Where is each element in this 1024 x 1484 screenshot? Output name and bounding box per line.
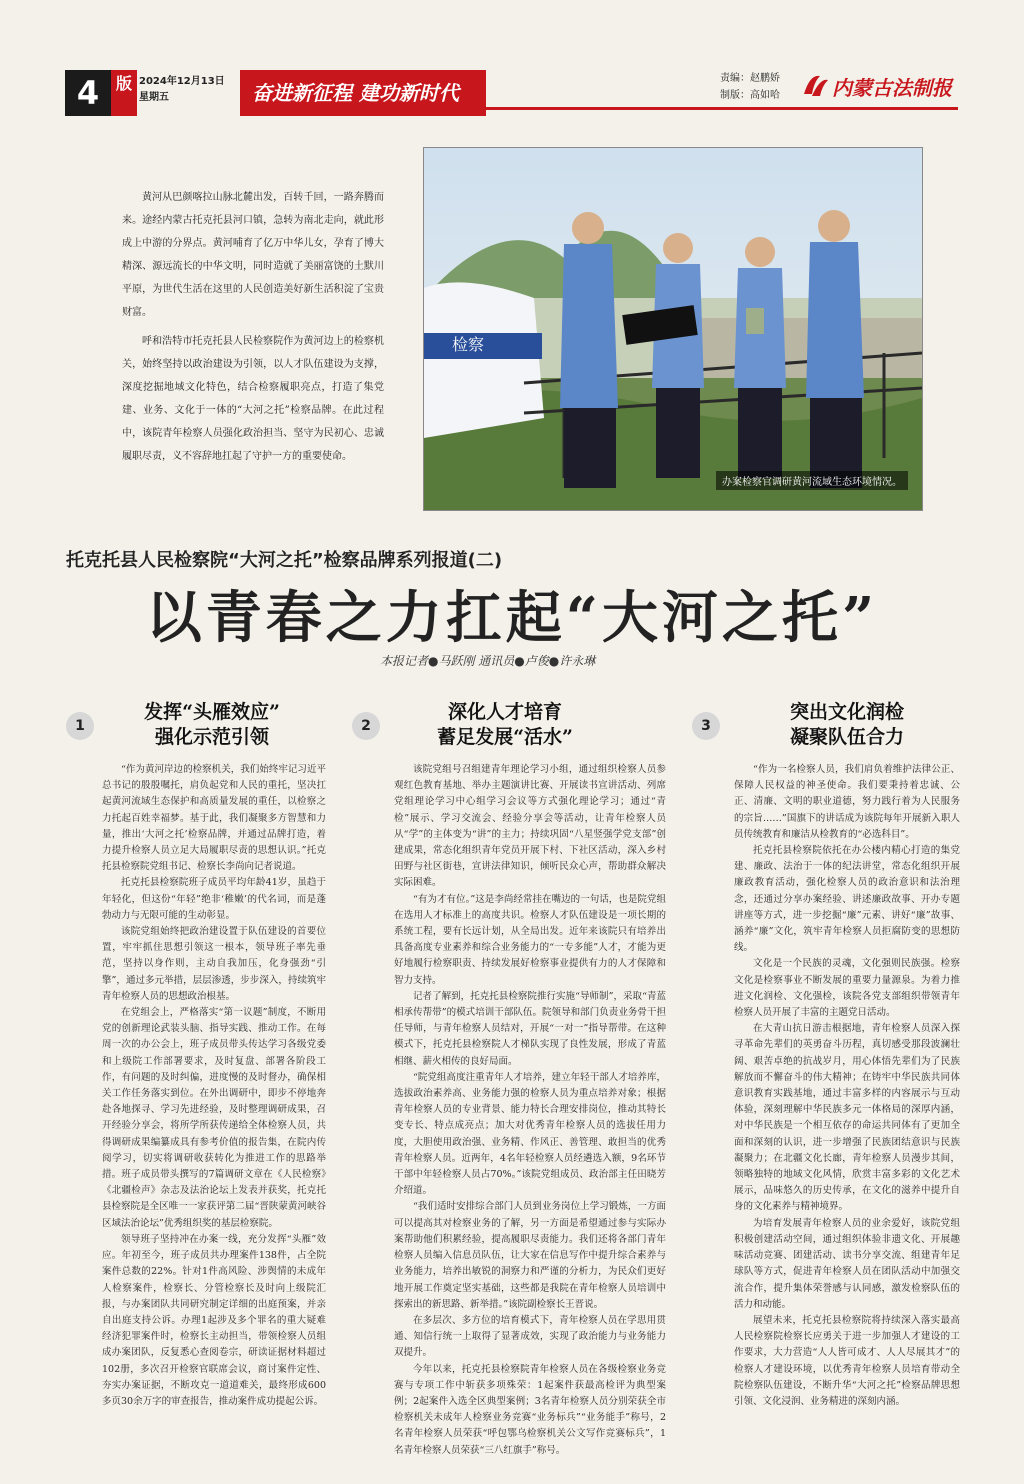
- body-paragraph: 记者了解到，托克托县检察院推行实施“导师制”，采取“青蓝相承传帮带”的模式培训干部队伍。院领导和部门负责业务骨干担任导师，与青年检察人员结对，开展“一对一”指导帮带。在这种模式下，托克托县检察院人才梯队实现了良性发展，形成了青蓝相继、薪火相传的良好局面。: [394, 990, 666, 1067]
- feature-photo: [423, 147, 923, 511]
- body-paragraph: 在多层次、多方位的培育模式下，青年检察人员在学思用贯通、知信行统一上取得了显著成效，实现了政治能力与业务能力双提升。: [394, 1314, 666, 1359]
- section-number: 3: [692, 712, 720, 740]
- issue-date: 2024年12月13日: [139, 76, 225, 87]
- body-paragraph: 该院党组始终把政治建设置于队伍建设的首要位置，牢牢抓住思想引领这一根本，领导班子率先垂范，坚持以身作则，主动自我加压，化身强劲“引擎”，通过多元举措，层层渗透，步步深入，持续筑牢青年检察人员的思想政治根基。: [102, 926, 326, 1002]
- car-label: 检察: [452, 335, 485, 354]
- body-paragraph: 托克托县检察院依托在办公楼内精心打造的集党建、廉政、法治于一体的纪法讲堂，常态化组织开展廉政教育活动，强化检察人员的政治意识和法治理念，还通过分享办案经验、讲述廉政故事、开办专题讲座等方式，进一步挖掘“廉”元素、讲好“廉”故事、涵养“廉”文化，筑牢青年检察人员拒腐防变的思想防线。: [734, 845, 960, 954]
- section-number: 2: [352, 712, 380, 740]
- article-column: [734, 762, 960, 1410]
- section-title-line: 深化人才培育: [447, 701, 562, 723]
- editor-credit: 责编：赵鹏娇: [720, 73, 780, 84]
- section-title-line: 突出文化润检: [789, 701, 904, 723]
- article-column: [394, 762, 666, 1459]
- body-paragraph: 为培育发展青年检察人员的业余爱好，该院党组积极创建活动空间，通过组织体验非遗文化、开展趣味活动竞赛、团建活动、读书分享交流、组建青年足球队等方式，促进青年检察人员在团队活动中加强交流合作，提升集体荣誉感与认同感，激发检察队伍的活力和动能。: [734, 1217, 960, 1310]
- body-paragraph: “作为一名检察人员，我们肩负着维护法律公正、保障人民权益的神圣使命。我们要秉持着忠诚、公正、清廉、文明的职业道德，努力践行着为人民服务的宗旨……”国旗下的讲话成为该院每年开展新入职人员传统教育和廉洁从检教育的“必选科目”。: [734, 764, 960, 840]
- intro-paragraph: 黄河从巴颜喀拉山脉北麓出发，百转千回，一路奔腾而来。途经内蒙古托克托县河口镇，急转为南北走向，就此形成上中游的分界点。黄河哺育了亿万中华儿女，孕育了博大精深、源远流长的中华文明，同时造就了美丽富饶的土默川平原，为世代生活在这里的人民创造美好新生活积淀了宝贵财富。: [122, 192, 384, 318]
- topic-banner: 奋进新征程 建功新时代: [240, 70, 486, 116]
- section-number: 1: [66, 712, 94, 740]
- section-title-line: 凝聚队伍合力: [789, 726, 904, 748]
- section-title-line: 蓄足发展“活水”: [437, 726, 573, 748]
- body-paragraph: 展望未来，托克托县检察院将持续深入落实最高人民检察院检察长应勇关于进一步加强人才建设的工作要求，大力营造“人人皆可成才、人人尽展其才”的检察人才建设环境，以优秀青年检察人员培育带动全院检察队伍建设，不断升华“大河之托”检察品牌思想引领、文化浸润、业务精进的深刻内涵。: [734, 1314, 960, 1407]
- body-paragraph: 托克托县检察院班子成员平均年龄41岁，虽趋于年轻化，但这份“年轻”绝非‘稚嫩’的代名词，而是蓬勃动力与无限可能的生动彰显。: [102, 877, 326, 921]
- body-paragraph: “院党组高度注重青年人才培养，建立年轻干部人才培养库，选拔政治素养高、业务能力强的检察人员为重点培养对象；根据青年检察人员的专业背景、能力特长合理安排岗位，推动其特长变专长、特点成亮点；加大对优秀青年检察人员的选拔任用力度，大胆使用政治强、业务精、作风正、善管理、敢担当的优秀青年检察人员。近两年，4名年轻检察人员经遴选入额，9名环节干部中年轻检察人员占70%。”该院党组成员、政治部主任田晓芳介绍道。: [394, 1071, 666, 1197]
- body-paragraph: “作为黄河岸边的检察机关，我们始终牢记习近平总书记的殷殷嘱托，肩负起党和人民的重托，坚决扛起黄河流域生态保护和高质量发展的重任，以检察之力托起百姓幸福梦。基于此，我们凝聚多方智慧和力量，推出‘大河之托’检察品牌，并通过品牌打造，着力提升检察人员立足大局履职尽责的思想认识。”托克托县检察院党组书记、检察长李尚向记者说道。: [102, 764, 326, 873]
- producer-credit: 制版：高如哈: [720, 90, 780, 101]
- body-paragraph: “我们适时安排综合部门人员到业务岗位上学习锻炼，一方面可以提高其对检察业务的了解，另一方面是希望通过参与实际办案帮助他们积累经验，提高履职尽责能力。我们还将各部门青年检察人员编入信息员队伍，让大家在信息写作中提升综合素养与业务能力，培养出敏锐的洞察力和严谨的分析力，为民众们更好地开展工作奠定坚实基础，这些都是我院在青年检察人员培训中探索出的新思路、新举措。”该院副检察长王晋说。: [394, 1201, 666, 1310]
- person-1: [560, 212, 618, 488]
- body-paragraph: 该院党组号召组建青年理论学习小组，通过组织检察人员参观红色教育基地、举办主题演讲比赛、开展读书宣讲活动、列席党组理论学习中心组学习会议等方式强化理论学习；通过“青检”展示、学习交流会、经验分享会等活动，让青年检察人员从“学”的主体变为“讲”的主力；持续巩固“八星竖强学党支部”创建成果，常态化组织青年党员开展下村、下社区活动，深入乡村田野与社区街巷，宣讲法律知识，倾听民众心声，帮助群众解决实际困难。: [394, 764, 666, 889]
- photo-illustration: [424, 148, 922, 510]
- body-paragraph: 领导班子坚持冲在办案一线，充分发挥“头雁”效应。年初至今，班子成员共办理案件138件，占全院案件总数的22%。针对1件高风险、涉舆情的未成年人检察案件，检察长、分管检察长及时向上级院汇报，与办案团队共同研究制定详细的出庭预案，并亲自出庭支持公诉。办理1起涉及多个罪名的重大疑难经济犯罪案件时，检察长主动担当，带领检察人员组成办案团队，反复悉心查阅卷宗，研读证据材料超过102册，多次召开检察官联席会议，商讨案件定性、夯实办案证据，不断攻克一道道难关，最终形成600多页30余万字的审查报告，推动案件成功提起公诉。: [102, 1233, 326, 1407]
- body-paragraph: 今年以来，托克托县检察院青年检察人员在各级检察业务竞赛与专项工作中斩获多项殊荣：1起案件获最高检评为典型案例；2起案件入选全区典型案例；3名青年检察人员分别荣获全市检察机关未成年人检察业务竞赛“业务标兵”“业务能手”称号，2名青年检察人员荣获“呼包鄂乌检察机关公文写作竞赛标兵”，1名青年检察人员荣获“三八红旗手”称号。: [394, 1363, 666, 1456]
- series-kicker: 托克托县人民检察院“大河之托”检察品牌系列报道(二): [66, 550, 503, 571]
- body-paragraph: 在大青山抗日游击根据地，青年检察人员深入探寻革命先辈们的英勇奋斗历程，真切感受那段波澜壮阔、艰苦卓绝的抗战岁月，用心体悟先辈们为了民族解放而不懈奋斗的伟大精神；在铸牢中华民族共同体意识教育实践基地，通过丰富多样的内容展示与互动体验，深刻理解中华民族多元一体格局的深厚内涵，对中华民族是一个相互依存的命运共同体有了更加全面和深刻的认识，进一步增强了民族团结意识与民族凝聚力；在北疆文化长廊，青年检察人员漫步其间，领略独特的地域文化风情，欣赏丰富多彩的文化艺术展示，品味悠久的历史传承，在文化的滋养中提升自身的文化素养与精神境界。: [734, 1023, 960, 1213]
- person-4: [806, 210, 864, 488]
- issue-weekday: 星期五: [139, 92, 169, 103]
- byline: 本报记者●马跃刚 通讯员●卢俊●许永琳: [380, 654, 596, 668]
- page-number: 4: [65, 70, 111, 116]
- newspaper-logo: [800, 68, 960, 102]
- section-title: [734, 700, 960, 750]
- body-paragraph: “有为才有位。”这是李尚经常挂在嘴边的一句话，也是院党组在选用人才标准上的高度共识。检察人才队伍建设是一项长期的系统工程，要有长远计划，从全局出发。近年来该院只有培养出具备高度专业素养和综合业务能力的“一专多能”人才，才能为更好地履行检察职责、持续发展好检察事业提供有力的人才保障和智力支持。: [394, 893, 666, 986]
- section-title: [392, 700, 618, 750]
- page-suffix: 版: [111, 70, 137, 116]
- section-title: [100, 700, 324, 750]
- logo-text: 内蒙古法制报: [832, 76, 952, 100]
- editor-credits: [720, 70, 780, 104]
- header-rule: [486, 107, 958, 110]
- body-paragraph: 文化是一个民族的灵魂，文化强则民族强。检察文化是检察事业不断发展的重要力量源泉。为着力推进文化润检、文化强检，该院各党支部组织带领青年检察人员开展了丰富的主题党日活动。: [734, 958, 960, 1019]
- section-title-line: 发挥“头雁效应”: [144, 701, 280, 723]
- intro-paragraph: 呼和浩特市托克托县人民检察院作为黄河边上的检察机关，始终坚持以政治建设为引领，以人才队伍建设为支撑，深度挖掘地域文化特色，结合检察履职亮点，打造了集党建、业务、文化于一体的“大河之托”检察品牌。在此过程中，该院青年检察人员强化政治担当、坚守为民初心、忠诚履职尽责，义不容辞地扛起了守护一方的重要使命。: [122, 336, 384, 462]
- issue-date-block: [139, 74, 225, 106]
- person-3: [734, 237, 786, 478]
- photo-caption: 办案检察官调研黄河流域生态环境情况。: [716, 471, 908, 490]
- body-paragraph: 在党组会上，严格落实“第一议题”制度，不断用党的创新理论武装头脑、指导实践、推动工作。在每周一次的办公会上，班子成员带头传达学习各级党委和上级院工作部署要求，及时复盘、部署各阶段工作，有问题的及时纠偏，进度慢的及时督办，确保相关工作任务落实到位。在外出调研中，即步不停地奔赴各地探寻、学习先进经验，及时整理调研成果，召开经验分享会，将所学所获传递给全体检察人员，共得调研成果编纂成具有参考价值的报告集，在院内传阅学习，切实将调研收获转化为推进工作的思路举措。班子成员带头撰写的7篇调研文章在《人民检察》《北疆检声》杂志及法治论坛上发表并获奖，托克托县检察院是全区唯一一家获评第二届“晋陕蒙黄河峡谷区域法治论坛”优秀组织奖的基层检察院。: [102, 1007, 326, 1229]
- main-headline: 以青春之力扛起“大河之托”: [145, 585, 879, 651]
- intro-text: [122, 186, 384, 474]
- article-column: [102, 762, 326, 1410]
- section-title-line: 强化示范引领: [154, 726, 269, 748]
